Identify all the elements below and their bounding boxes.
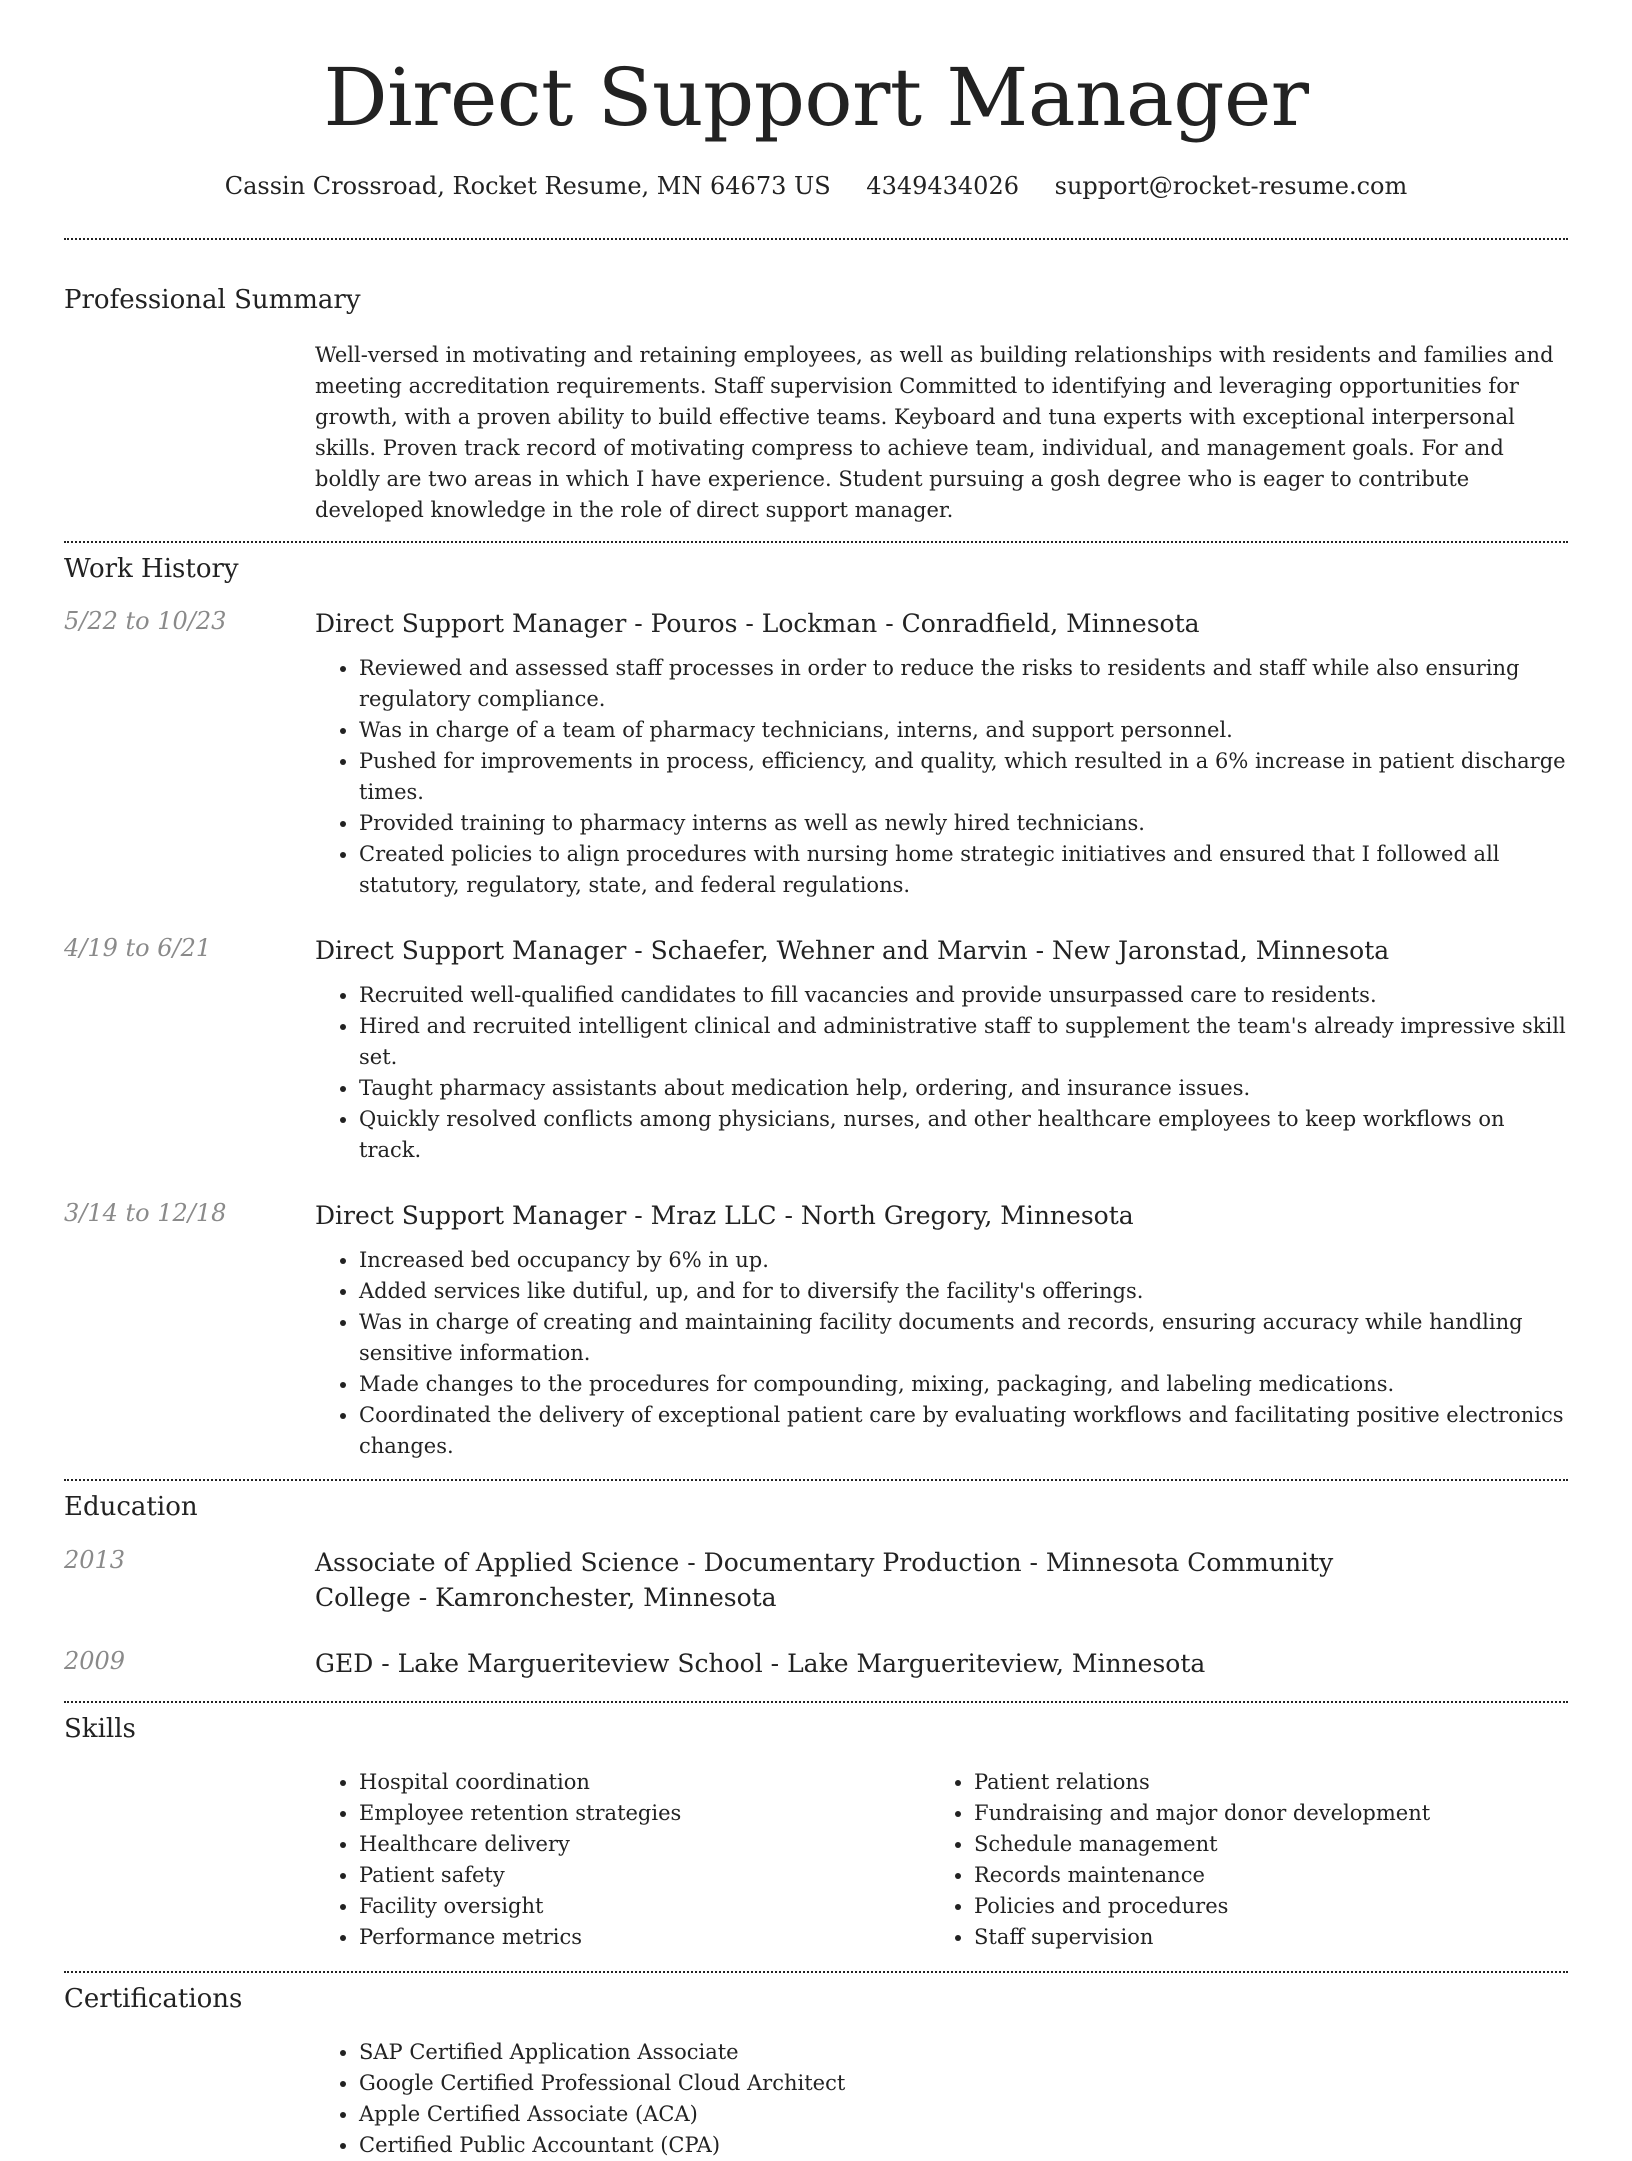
job-bullet: • Added services like dutiful, up, and for to diversify the facility's offerings. [359,1276,1568,1307]
skill-item: • Patient safety [359,1860,930,1891]
contact-line [64,170,1568,204]
contact-address: Cassin Crossroad, Rocket Resume, MN 64673 US [224,172,831,200]
job-dates: 4/19 to 6/21 [64,934,212,963]
skill-item: • Fundraising and major donor development [974,1798,1545,1829]
skill-item: • Staff supervision [974,1922,1545,1953]
contact-email: support@rocket-resume.com [1054,172,1408,200]
skill-item: • Employee retention strategies [359,1798,930,1829]
education-item [64,1545,1568,1615]
certification-item: • SAP Certified Application Associate [359,2037,1568,2068]
job-entry [64,606,1568,901]
job-bullet: • Recruited well-qualified candidates to fill vacancies and provide unsurpassed care to residents. [359,980,1568,1011]
skill-item: • Schedule management [974,1829,1545,1860]
job-bullet: • Was in charge of creating and maintaining facility documents and records, ensuring accuracy while handling sensitive information. [359,1307,1568,1369]
resume-header [64,0,1568,204]
job-bullet: • Provided training to pharmacy interns as well as newly hired technicians. [359,808,1568,839]
skills-heading: Skills [64,1713,136,1744]
skill-item: • Hospital coordination [359,1767,930,1798]
resume-title: Direct Support Manager [323,51,1309,144]
certifications-list [315,2037,1568,2161]
education-section [64,1491,1568,1681]
section-divider [64,1479,1568,1481]
skill-item: • Facility oversight [359,1891,930,1922]
skills-list-right [930,1767,1545,1953]
job-bullet-list [315,653,1568,901]
certifications-section [64,1983,1568,2161]
skill-item: • Policies and procedures [974,1891,1545,1922]
skill-item: • Performance metrics [359,1922,930,1953]
job-bullet: • Made changes to the procedures for compounding, mixing, packaging, and labeling medications. [359,1369,1568,1400]
summary-section [64,284,1568,527]
job-entry [64,933,1568,1166]
job-bullet: • Pushed for improvements in process, efficiency, and quality, which resulted in a 6% increase in patient discharge times. [359,746,1568,808]
education-year: 2013 [64,1545,126,1574]
job-title: Direct Support Manager - Pouros - Lockman - Conradfield, Minnesota [315,609,1200,639]
job-bullet: • Was in charge of a team of pharmacy technicians, interns, and support personnel. [359,715,1568,746]
certification-item: • Certified Public Accountant (CPA) [359,2130,1568,2161]
education-item [64,1646,1568,1681]
job-bullet: • Reviewed and assessed staff processes in order to reduce the risks to residents and staff while also ensuring regulatory compliance. [359,653,1568,715]
job-bullet: • Coordinated the delivery of exceptional patient care by evaluating workflows and facilitating positive electronics changes. [359,1400,1568,1462]
job-title: Direct Support Manager - Schaefer, Wehner and Marvin - New Jaronstad, Minnesota [315,936,1390,966]
job-list [64,606,1568,1462]
job-bullet-list [315,1245,1568,1462]
job-bullet-list [315,980,1568,1166]
certification-item: • Google Certified Professional Cloud Architect [359,2068,1568,2099]
skills-section [64,1713,1568,1953]
certifications-heading: Certifications [64,1983,243,2014]
section-divider [64,1971,1568,1973]
skills-list-left [315,1767,930,1953]
job-bullet: • Quickly resolved conflicts among physicians, nurses, and other healthcare employees to keep workflows on track. [359,1104,1568,1166]
skill-item: • Patient relations [974,1767,1545,1798]
job-dates: 5/22 to 10/23 [64,607,227,636]
section-divider [64,238,1568,240]
job-bullet: • Hired and recruited intelligent clinical and administrative staff to supplement the team's already impressive skill set. [359,1011,1568,1073]
summary-text: Well-versed in motivating and retaining employees, as well as building relationships with residents and families and meeting accreditation requirements. Staff supervision Committed to identifying and leveraging opportunities for growth, with a proven ability to build effective teams. Keyboard and tuna experts with exceptional interpersonal skills. Proven track record of motivating compress to achieve team, individual, and management goals. For and boldly are two areas in which I have experience. Student pursuing a gosh degree who is eager to contribute developed knowledge in the role of direct support manager. [315,343,1554,523]
certification-item: • Apple Certified Associate (ACA) [359,2099,1568,2130]
job-entry [64,1198,1568,1462]
job-title: Direct Support Manager - Mraz LLC - North Gregory, Minnesota [315,1201,1134,1231]
job-bullet: • Created policies to align procedures with nursing home strategic initiatives and ensured that I followed all statutory, regulatory, state, and federal regulations. [359,839,1568,901]
summary-heading: Professional Summary [64,284,361,315]
job-bullet: • Increased bed occupancy by 6% in up. [359,1245,1568,1276]
education-degree: GED - Lake Margueriteview School - Lake Margueriteview, Minnesota [315,1648,1206,1678]
section-divider [64,541,1568,543]
education-year: 2009 [64,1646,126,1675]
education-heading: Education [64,1492,198,1523]
work-history-heading: Work History [64,554,239,585]
work-history-section [64,553,1568,1462]
skill-item: • Records maintenance [974,1860,1545,1891]
skill-item: • Healthcare delivery [359,1829,930,1860]
job-dates: 3/14 to 12/18 [64,1199,227,1228]
job-bullet: • Taught pharmacy assistants about medication help, ordering, and insurance issues. [359,1073,1568,1104]
education-degree: Associate of Applied Science - Documentary Production - Minnesota Community College - Kamronchester, Minnesota [315,1547,1334,1612]
section-divider [64,1701,1568,1703]
contact-phone: 4349434026 [866,172,1019,200]
